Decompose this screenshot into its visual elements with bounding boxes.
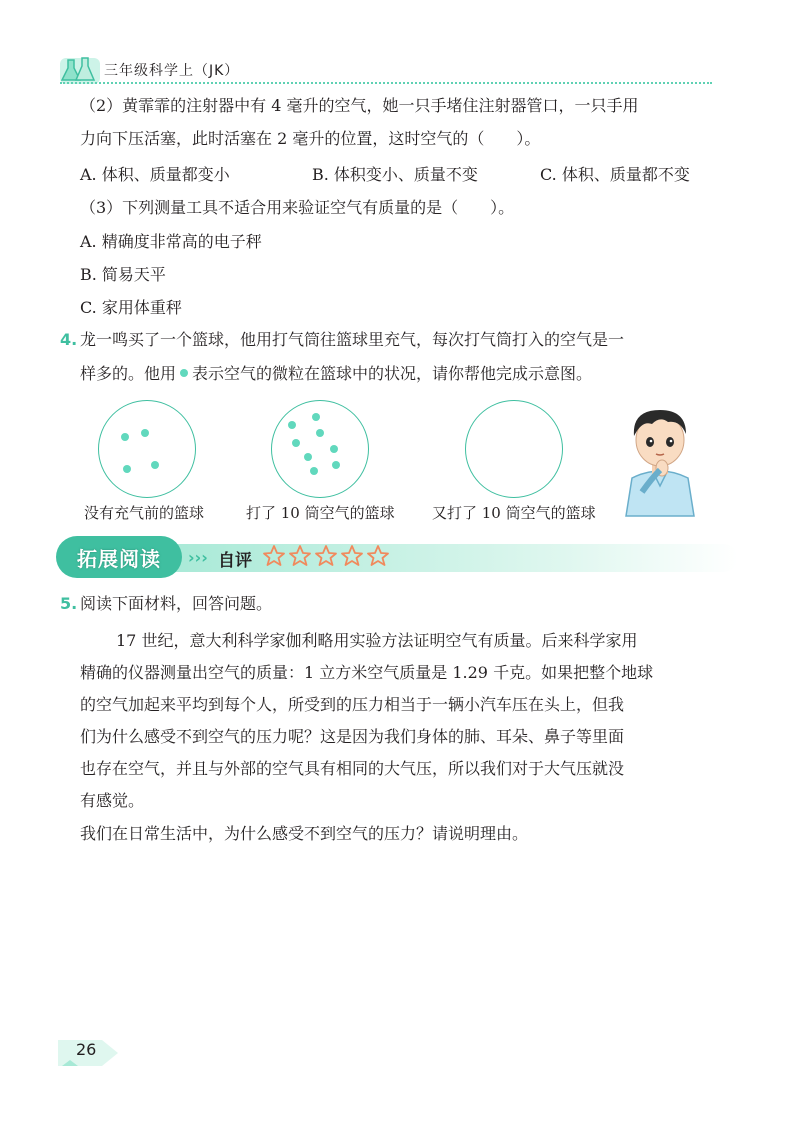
- chevrons-icon: ›››: [188, 548, 208, 567]
- banner-title: 拓展阅读: [77, 546, 161, 571]
- star-icon: [290, 546, 310, 565]
- air-particle: [121, 433, 129, 441]
- q2-option-b: B. 体积变小、质量不变: [312, 165, 478, 184]
- air-particle: [141, 429, 149, 437]
- air-particle: [330, 445, 338, 453]
- star-icon: [316, 546, 336, 565]
- air-particle: [312, 413, 320, 421]
- q4-number: 4.: [60, 330, 78, 349]
- caption-10-pumps: 打了 10 筒空气的篮球: [246, 504, 395, 522]
- air-particle: [316, 429, 324, 437]
- q3-line-1: （3）下列测量工具不适合用来验证空气有质量的是（ ）。: [80, 198, 515, 217]
- q4-line-2b: 表示空气的微粒在篮球中的状况，请你帮他完成示意图。: [192, 364, 593, 383]
- air-particle: [310, 467, 318, 475]
- reading-paragraph-line: 的空气加起来平均到每个人，所受到的压力相当于一辆小汽车压在头上，但我: [80, 695, 625, 714]
- basketball-circle-empty: [98, 400, 196, 498]
- q5-number: 5.: [60, 594, 78, 613]
- star-icon: [368, 546, 388, 565]
- q3-option-a: A. 精确度非常高的电子秤: [80, 232, 262, 251]
- air-particle: [151, 461, 159, 469]
- star-icon: [264, 546, 284, 565]
- thinking-boy-illustration: [612, 398, 708, 522]
- air-particle: [123, 465, 131, 473]
- reading-paragraph-line: 有感觉。: [80, 791, 145, 810]
- q2-option-a: A. 体积、质量都变小: [80, 165, 230, 184]
- air-particle: [304, 453, 312, 461]
- q2-line-1: （2）黄霏霏的注射器中有 4 毫升的空气，她一只手堵住注射器管口，一只手用: [80, 96, 639, 115]
- q4-line-1: 龙一鸣买了一个篮球，他用打气筒往篮球里充气，每次打气筒打入的空气是一: [80, 330, 625, 349]
- flask-icon: [60, 52, 100, 86]
- air-particle: [332, 461, 340, 469]
- air-particle: [292, 439, 300, 447]
- q5-question: 我们在日常生活中，为什么感受不到空气的压力？请说明理由。: [80, 824, 529, 843]
- q5-intro: 阅读下面材料，回答问题。: [80, 594, 273, 613]
- q3-option-b: B. 简易天平: [80, 265, 166, 284]
- rating-stars[interactable]: [262, 544, 442, 570]
- q2-option-c: C. 体积、质量都不变: [540, 165, 690, 184]
- q2-line-2: 力向下压活塞，此时活塞在 2 毫升的位置，这时空气的（ ）。: [80, 129, 541, 148]
- page-number: 26: [76, 1040, 97, 1059]
- caption-another-10-pumps: 又打了 10 筒空气的篮球: [432, 504, 596, 522]
- reading-paragraph-line: 们为什么感受不到空气的压力呢？这是因为我们身体的肺、耳朵、鼻子等里面: [80, 727, 625, 746]
- self-eval-label: 自评: [218, 551, 252, 571]
- header-divider: [60, 82, 712, 84]
- basketball-circle-10-pumps: [271, 400, 369, 498]
- reading-paragraph-line: 17 世纪，意大利科学家伽利略用实验方法证明空气有质量。后来科学家用: [116, 631, 638, 650]
- q4-line-2: [80, 362, 592, 386]
- reading-paragraph-line: 也存在空气，并且与外部的空气具有相同的大气压，所以我们对于大气压就没: [80, 759, 625, 778]
- reading-paragraph-line: 精确的仪器测量出空气的质量：1 立方米空气质量是 1.29 千克。如果把整个地球: [80, 663, 654, 682]
- particle-dot-legend-icon: [180, 369, 188, 377]
- basketball-circle-blank[interactable]: [465, 400, 563, 498]
- header-title: 三年级科学上（JK）: [104, 63, 240, 79]
- air-particle: [288, 421, 296, 429]
- star-icon: [342, 546, 362, 565]
- extended-reading-banner: [56, 536, 738, 580]
- caption-empty-ball: 没有充气前的篮球: [84, 504, 205, 522]
- banner-title-pill: [56, 536, 182, 578]
- q3-option-c: C. 家用体重秤: [80, 298, 182, 317]
- q4-line-2a: 样多的。他用: [80, 364, 177, 383]
